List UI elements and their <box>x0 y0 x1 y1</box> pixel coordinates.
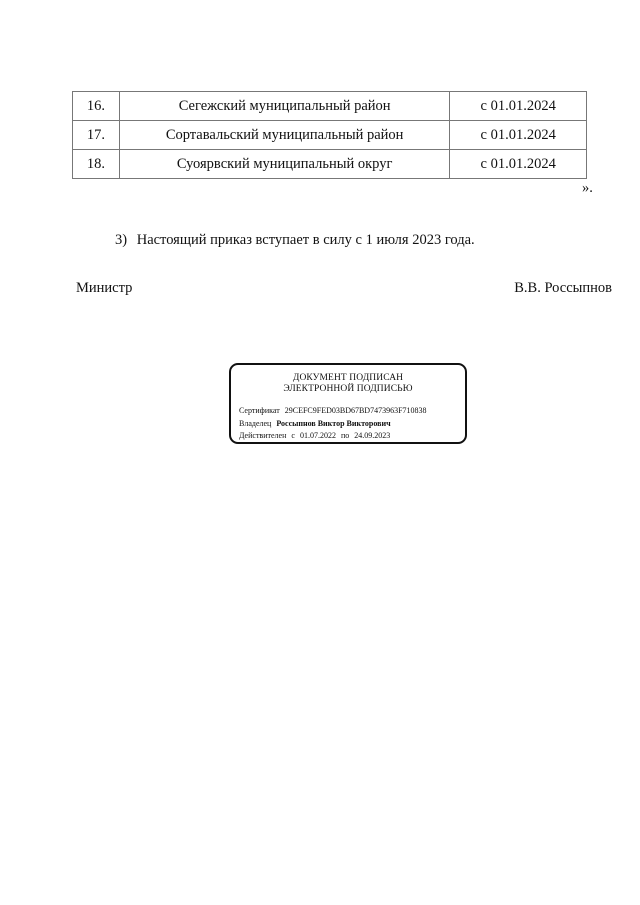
regions-table <box>72 91 587 179</box>
region-name: Сортавальский муниципальный район <box>119 121 450 150</box>
valid-to: 24.09.2023 <box>354 431 391 440</box>
effective-date: с 01.01.2024 <box>450 150 587 179</box>
effective-date: с 01.01.2024 <box>450 92 587 121</box>
owner-label: Владелец <box>239 419 272 428</box>
table-row <box>73 121 587 150</box>
table-row <box>73 92 587 121</box>
valid-to-label: по <box>340 431 350 440</box>
stamp-title-line1: ДОКУМЕНТ ПОДПИСАН <box>292 373 404 383</box>
valid-label: Действителен <box>239 431 287 440</box>
stamp-title-line2: ЭЛЕКТРОННОЙ ПОДПИСЬЮ <box>283 384 413 394</box>
clause-text: Настоящий приказ вступает в силу с 1 июля 2023 года. <box>136 232 475 248</box>
certificate-value: 29CEFC9FED03BD67BD7473963F710838 <box>284 406 427 415</box>
valid-from-label: с <box>291 431 295 440</box>
effective-date: с 01.01.2024 <box>450 121 587 150</box>
clause-paragraph <box>115 232 475 249</box>
clause-number: 3) <box>115 232 128 248</box>
owner-value: Россыпнов Виктор Викторович <box>276 419 391 428</box>
stamp-validity <box>239 431 390 441</box>
valid-from: 01.07.2022 <box>299 431 336 440</box>
row-number: 16. <box>73 92 120 121</box>
signer-position: Министр <box>76 280 133 296</box>
row-number: 18. <box>73 150 120 179</box>
region-name: Сегежский муниципальный район <box>119 92 450 121</box>
closing-quote: ». <box>582 180 593 196</box>
certificate-label: Сертификат <box>239 406 280 415</box>
stamp-certificate <box>239 406 427 416</box>
signer-name: В.В. Россыпнов <box>514 280 612 296</box>
region-name: Суоярвский муниципальный округ <box>119 150 450 179</box>
row-number: 17. <box>73 121 120 150</box>
electronic-signature-stamp <box>229 363 467 444</box>
stamp-owner <box>239 419 391 429</box>
table-row <box>73 150 587 179</box>
